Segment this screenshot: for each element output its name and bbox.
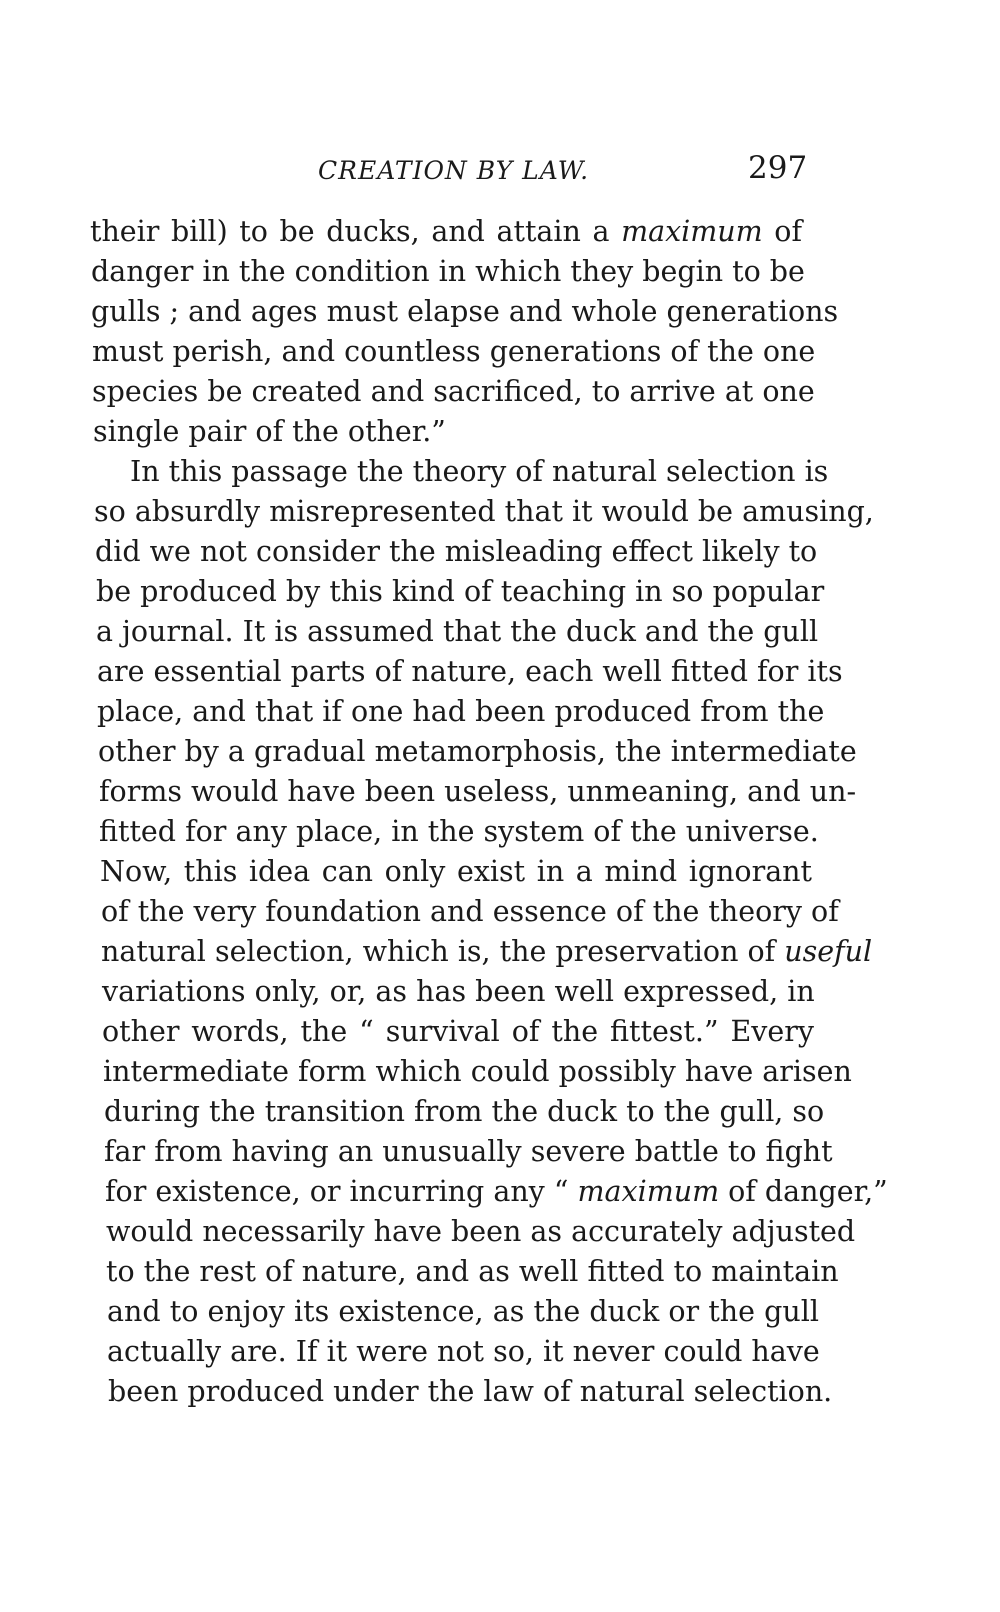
- text-run: be produced by this kind of teaching in so popular: [96, 575, 825, 608]
- text-line: [106, 1252, 839, 1292]
- text-line: [106, 1212, 856, 1252]
- page-number: 297: [748, 150, 808, 186]
- text-run: of the very foundation and essence of the theory of: [101, 895, 839, 928]
- text-run: of danger,”: [719, 1175, 888, 1208]
- text-run: are essential parts of nature, each well fitted for its: [97, 655, 843, 688]
- text-run: to the rest of nature, and as well fitted to maintain: [106, 1255, 839, 1288]
- text-run: did we not consider the misleading effect likely to: [95, 535, 818, 568]
- text-run: forms would have been useless, unmeaning, and un-: [99, 775, 857, 808]
- text-line: [98, 732, 857, 772]
- text-line: [97, 692, 825, 732]
- text-run: In this passage the theory of natural selection is: [130, 455, 829, 488]
- text-line: [95, 532, 818, 572]
- italic-emphasis: useful: [784, 935, 873, 968]
- text-line: [99, 772, 857, 812]
- text-run: actually are. If it were not so, it never could have: [107, 1335, 820, 1368]
- text-line: [97, 652, 843, 692]
- text-run: been produced under the law of natural selection.: [108, 1375, 833, 1408]
- text-line: [92, 372, 815, 412]
- text-run: other by a gradual metamorphosis, the intermediate: [98, 735, 857, 768]
- text-run: intermediate form which could possibly have arisen: [103, 1055, 852, 1088]
- text-line: [107, 1292, 819, 1332]
- text-line: [101, 932, 873, 972]
- running-head: [0, 150, 1000, 190]
- text-line: [101, 892, 839, 932]
- text-run: so absurdly misrepresented that it would be amusing,: [94, 495, 874, 528]
- text-run: of: [762, 215, 802, 248]
- text-line: [107, 1332, 819, 1372]
- text-run: during the transition from the duck to the gull, so: [104, 1095, 825, 1128]
- text-run: for existence, or incurring any “: [105, 1175, 578, 1208]
- text-run: natural selection, which is, the preservation of: [101, 935, 785, 968]
- text-line: [92, 332, 816, 372]
- text-line: [96, 572, 825, 612]
- text-line: [99, 812, 819, 852]
- text-line: [94, 492, 874, 532]
- text-run: must perish, and countless generations of the one: [92, 335, 816, 368]
- text-run: and to enjoy its existence, as the duck or the gull: [107, 1295, 819, 1328]
- text-run: species be created and sacrificed, to arrive at one: [92, 375, 815, 408]
- text-line: [104, 1132, 833, 1172]
- italic-emphasis: maximum: [577, 1175, 720, 1208]
- text-line: [100, 852, 812, 892]
- text-run: other words, the “ survival of the fittest.” Every: [102, 1015, 814, 1048]
- text-line: [102, 1012, 814, 1052]
- text-run: would necessarily have been as accurately adjusted: [106, 1215, 856, 1248]
- text-line: [93, 412, 805, 452]
- text-line: [102, 972, 814, 1012]
- text-run: place, and that if one had been produced from the: [97, 695, 825, 728]
- text-run: far from having an unusually severe battle to fight: [104, 1135, 833, 1168]
- text-run: Now, this idea can only exist in a mind ignorant: [100, 855, 812, 888]
- text-run: their bill) to be ducks, and attain a: [90, 215, 622, 248]
- text-line: [96, 612, 819, 652]
- text-line: [130, 452, 829, 492]
- text-line: [105, 1172, 888, 1212]
- text-line: [108, 1372, 833, 1412]
- italic-emphasis: maximum: [621, 215, 763, 248]
- text-run: fitted for any place, in the system of the universe.: [99, 815, 819, 848]
- text-line: [91, 292, 839, 332]
- text-line: [91, 252, 803, 292]
- text-run: danger in the condition in which they begin to be: [91, 255, 805, 288]
- running-title: CREATION BY LAW.: [318, 156, 590, 185]
- text-run: gulls ; and ages must elapse and whole generations: [91, 295, 839, 328]
- text-run: a journal. It is assumed that the duck and the gull: [96, 615, 819, 648]
- text-line: [90, 212, 802, 252]
- text-line: [104, 1092, 825, 1132]
- text-line: [103, 1052, 852, 1092]
- text-run: single pair of the other.”: [93, 415, 446, 448]
- text-run: variations only, or, as has been well expressed, in: [102, 975, 815, 1008]
